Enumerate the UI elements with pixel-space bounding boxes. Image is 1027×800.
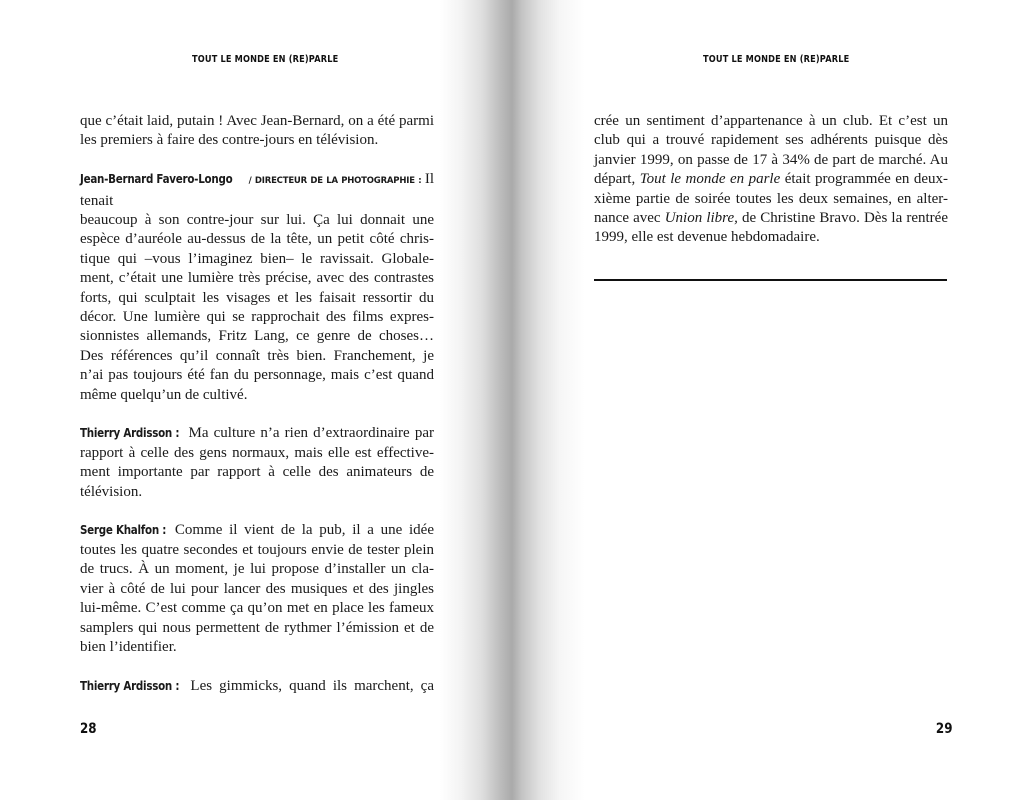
right-page (513, 0, 1027, 800)
text-line: les premiers à faire des contre-jours en télévision. (80, 132, 379, 149)
text-line (80, 677, 434, 696)
page-number-left: 28 (80, 721, 97, 737)
text-fragment: de Christine Bravo. Dès la rentrée (737, 210, 948, 227)
speaker-name: Thierry Ardisson : (80, 426, 180, 441)
text-line: ment importante par rapport à celle des animateurs de (80, 464, 434, 481)
speaker-name: Serge Khalfon : (80, 523, 167, 538)
text-line: que c’était laid, putain ! Avec Jean-Bernard, on a été parmi (80, 113, 434, 129)
text-line (594, 209, 948, 228)
speaker-name: Jean-Bernard Favero-Longo (80, 172, 233, 187)
paragraph-5 (80, 677, 434, 696)
text-line: Des références qu’il connaît très bien. Franchement, je (80, 347, 434, 364)
text-line: même quelqu’un de cultivé. (80, 386, 248, 403)
paragraph-3 (80, 424, 434, 502)
speaker-name: Thierry Ardisson : (80, 678, 180, 693)
text-line (80, 170, 434, 211)
text-fragment: Comme il vient de la pub, il a une idée (168, 522, 434, 539)
speaker-role: / DIRECTEUR DE LA PHOTOGRAPHIE : (245, 176, 425, 187)
text-line: espèce d’auréole au-dessus de la tête, un petit côté chris- (80, 231, 434, 248)
text-line: club qui a trouvé rapidement ses adhérents puisque dès (594, 132, 948, 149)
text-fragment: Ma culture n’a rien d’extraordinaire par (183, 425, 434, 442)
text-line (80, 521, 434, 540)
show-title-italic: Tout le monde en parle (639, 171, 781, 188)
paragraph-1 (80, 112, 434, 151)
right-page-body (594, 112, 948, 248)
section-divider (594, 279, 947, 281)
running-head-right: TOUT LE MONDE EN (RE)PARLE (703, 54, 850, 65)
text-fragment: Il tenait (80, 171, 434, 209)
text-line: de trucs. À un moment, je lui propose d’installer un cla- (80, 561, 434, 578)
text-fragment: Les gimmicks, quand ils marchent, ça (183, 677, 434, 694)
show-title-italic: Union libre, (664, 210, 738, 227)
text-fragment: départ, (594, 171, 640, 188)
text-line: lui-même. C’est comme ça qu’on met en place les fameux (80, 600, 434, 617)
text-line: décor. Une lumière qui se rapprochait des films expres- (80, 309, 434, 326)
text-line (594, 170, 948, 189)
paragraph-continued (594, 112, 948, 248)
text-line: janvier 1999, on passe de 17 à 34% de part de marché. Au (594, 151, 948, 168)
text-line: bien l’identifier. (80, 638, 177, 655)
text-line: beaucoup à son contre-jour sur lui. Ça lui donnait une (80, 212, 434, 229)
text-line: toutes les quatre secondes et toujours envie de tester plein (80, 541, 434, 558)
text-line: samplers qui nous permettent de rythmer l’émission et de (80, 619, 434, 636)
text-line: vier à côté de lui pour lancer des musiques et des jingles (80, 580, 434, 597)
text-line: télévision. (80, 483, 143, 500)
text-fragment: était programmée en deux- (780, 171, 948, 188)
text-line (80, 424, 434, 443)
text-line: tique qui –vous l’imaginez bien– le ravissait. Globale- (80, 250, 434, 267)
running-head-left: TOUT LE MONDE EN (RE)PARLE (192, 54, 339, 65)
text-line: n’ai pas toujours été fan du personnage, mais c’est quand (80, 367, 434, 384)
text-line: forts, qui sculptait les visages et les faisait ressortir du (80, 289, 434, 306)
text-line: xième partie de soirée toutes les deux semaines, en alter- (594, 190, 948, 207)
paragraph-4 (80, 521, 434, 657)
text-line: crée un sentiment d’appartenance à un club. Et c’est un (594, 113, 948, 129)
paragraph-2 (80, 170, 434, 405)
left-page (0, 0, 513, 800)
text-line: ment, c’était une lumière très précise, avec des contrastes (80, 270, 434, 287)
text-line: rapport à celle des gens normaux, mais elle est effective- (80, 444, 434, 461)
text-line: sionnistes allemands, Fritz Lang, ce genre de choses… (80, 328, 434, 345)
text-fragment: nance avec (594, 210, 665, 227)
text-line: 1999, elle est devenue hebdomadaire. (594, 229, 820, 246)
left-page-body (80, 112, 434, 696)
page-number-right: 29 (935, 721, 953, 737)
